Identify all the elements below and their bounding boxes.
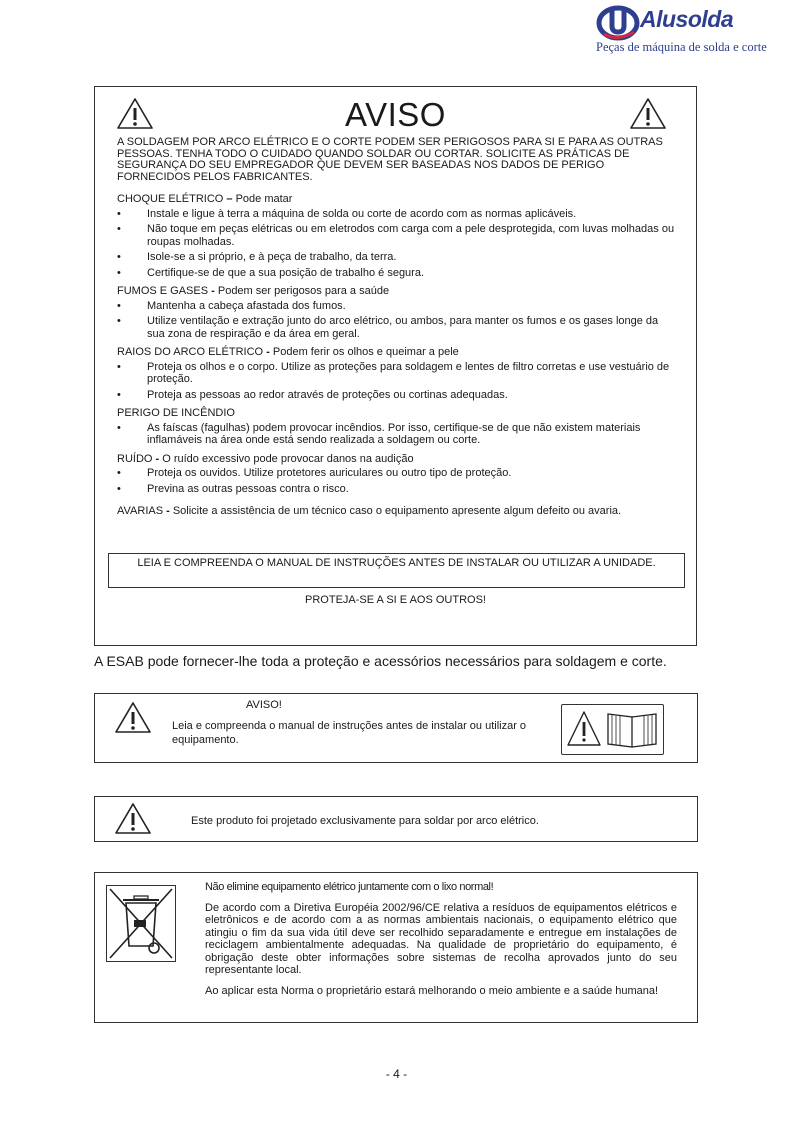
list-item: • Isole-se a si próprio, e à peça de trabalho, da terra. [117, 251, 677, 264]
aviso-body [117, 137, 677, 518]
logo-mark-icon [596, 4, 640, 42]
arc-welding-notice-text: Este produto foi projetado exclusivamente para soldar por arco elétrico. [191, 815, 539, 827]
list-item: • Proteja as pessoas ao redor através de proteções ou cortinas adequadas. [117, 389, 677, 402]
manual-warning-box [94, 693, 698, 763]
logo-wordmark [640, 6, 733, 33]
list-item: • Proteja os olhos e o corpo. Utilize as proteções para soldagem e lentes de filtro corretas e use vestuário de proteção. [117, 361, 677, 386]
section-title: FUMOS E GASES [117, 285, 209, 297]
avarias-line [117, 505, 677, 518]
list-item: • Proteja os ouvidos. Utilize protetores auriculares ou outro tipo de proteção. [117, 467, 677, 480]
section-separator: - [208, 285, 218, 297]
weee-disposal-box [94, 872, 698, 1023]
list-item: • Mantenha a cabeça afastada dos fumos. [117, 300, 677, 313]
list-item: • As faíscas (fagulhas) podem provocar incêndios. Por isso, certifique-se de que não existem materiais inflamáveis na área onde está sendo realizada a soldagem ou corte. [117, 422, 677, 447]
section-subtitle: Podem ser perigosos para a saúde [217, 285, 390, 297]
section-separator: - [152, 452, 163, 465]
weee-paragraph: Ao aplicar esta Norma o proprietário estará melhorando o meio ambiente e a saúde humana! [205, 984, 659, 997]
section-list [117, 361, 677, 402]
read-manual-notice: LEIA E COMPREENDA O MANUAL DE INSTRUÇÕES ANTES DE INSTALAR OU UTILIZAR A UNIDADE. [108, 553, 685, 588]
section-list [117, 467, 677, 495]
protect-notice: PROTEJA-SE A SI E AOS OUTROS! [305, 594, 486, 606]
warning-triangle-icon [114, 701, 152, 734]
section-heading [117, 193, 677, 206]
crossed-bin-icon [107, 886, 175, 961]
logo-word-text: Alusolda [640, 6, 734, 32]
list-item: • Certifique-se de que a sua posição de trabalho é segura. [117, 267, 677, 280]
aviso-title: AVISO [345, 96, 446, 133]
manual-warning-text: Leia e compreenda o manual de instruções antes de instalar ou utilizar o equipamento. [172, 720, 527, 746]
avarias-separator: - [163, 505, 173, 517]
page-number: - 4 - [385, 1067, 408, 1081]
list-item: • Não toque em peças elétricas ou em eletrodos com carga com a pele desprotegida, com luvas molhadas ou roupas molhadas. [117, 223, 677, 248]
aviso-warning-box [94, 86, 697, 646]
list-item: • Previna as outras pessoas contra o risco. [117, 483, 677, 496]
weee-paragraph: De acordo com a Diretiva Européia 2002/96/CE relativa a resíduos de equipamentos elétricos e eletrônicos e de acordo com a as normas ambientais nacionais, o equipamento elétrico que atingiu o fim da sua vida útil deve ser recolhido separadamente e entregue em instalações de reciclagem ambientalmente adequadas. Na qualidade de proprietário do equipamento, é obrigação deste obter informações sobre sistemas de recolha aprovados junto do seu representante local. [205, 901, 677, 976]
avarias-heading: AVARIAS [117, 505, 164, 517]
section-heading [117, 407, 677, 420]
list-item: • Instale e ligue à terra a máquina de solda ou corte de acordo com as normas aplicáveis. [117, 208, 677, 221]
avarias-text: Solicite a assistência de um técnico caso o equipamento apresente algum defeito ou avaria. [172, 505, 622, 517]
section-list [117, 208, 677, 280]
section-separator: – [223, 193, 236, 205]
list-item: • Utilize ventilação e extração junto do arco elétrico, ou ambos, para manter os fumos e os gases longe da sua zona de respiração e da área em geral. [117, 315, 677, 340]
section-heading [117, 285, 677, 298]
section-title: RAIOS DO ARCO ELÉTRICO [117, 346, 264, 358]
weee-text-block [205, 881, 677, 1005]
esab-paragraph: A ESAB pode fornecer-lhe toda a proteção e acessórios necessários para soldagem e corte. [94, 653, 667, 669]
manual-warning-title: AVISO! [246, 699, 282, 711]
warning-triangle-icon [114, 802, 152, 835]
section-title: RUÍDO [117, 452, 153, 465]
section-list [117, 300, 677, 341]
section-heading [117, 346, 677, 359]
brand-logo [596, 2, 767, 60]
section-subtitle: O ruído excessivo pode provocar danos na audição [162, 452, 414, 465]
section-subtitle: Pode matar [235, 193, 293, 205]
weee-heading: Não elimine equipamento elétrico juntamente com o lixo normal! [205, 881, 494, 893]
section-title: PERIGO DE INCÊNDIO [117, 407, 235, 419]
weee-pictogram [106, 885, 176, 962]
warning-book-icon [562, 705, 663, 754]
aviso-intro: A SOLDAGEM POR ARCO ELÉTRICO E O CORTE PODEM SER PERIGOSOS PARA SI E PARA AS OUTRAS PESSOAS. TENHA TODO O CUIDADO QUANDO SOLDAR OU CORTAR. SOLICITE AS PRÁTICAS DE SEGURANÇA DO SEU EMPREGADOR QUE DEVEM SER BASEADAS NOS DADOS DE PERIGO FORNECIDOS PELOS FABRICANTES. [117, 136, 663, 183]
section-heading [117, 453, 677, 466]
read-manual-pictogram [561, 704, 664, 755]
logo-tagline: Peças de máquina de solda e corte [596, 40, 767, 54]
section-separator: - [263, 346, 273, 358]
section-subtitle: Podem ferir os olhos e queimar a pele [272, 346, 459, 358]
section-list [117, 422, 677, 447]
arc-welding-notice-box [94, 796, 698, 842]
section-title: CHOQUE ELÉTRICO [117, 193, 224, 205]
